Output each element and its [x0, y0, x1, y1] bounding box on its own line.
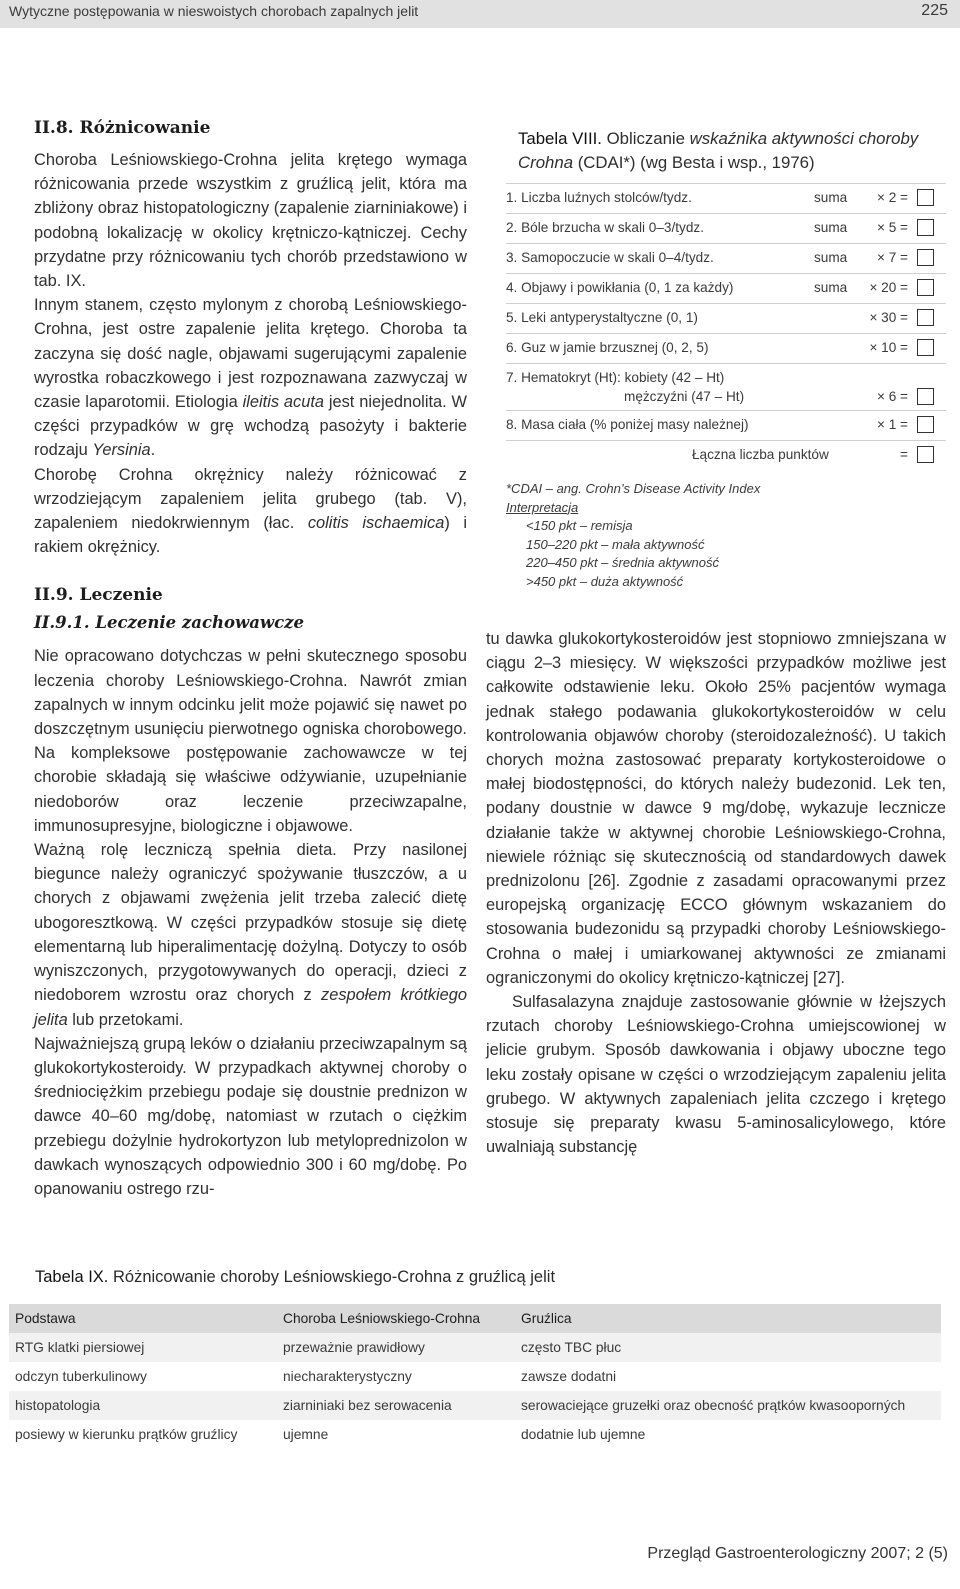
score-box[interactable]	[917, 249, 934, 266]
text-run: lub przetokami.	[67, 1010, 184, 1029]
row-multiplier: × 30 =	[869, 310, 908, 325]
table-cell: odczyn tuberkulinowy	[9, 1362, 277, 1391]
table-cell: RTG klatki piersiowej	[9, 1333, 277, 1362]
paragraph-differentiation-3	[34, 463, 467, 560]
text-run-italic: ileitis acuta	[242, 393, 324, 412]
interpretation-heading: Interpretacja	[506, 499, 579, 515]
row-multiplier: × 10 =	[869, 340, 908, 355]
table-row	[506, 183, 946, 213]
paragraph-right-1: tu dawka glukokortykosteroidów jest stopniowo zmniejszana w ciągu 2–3 miesięcy. W większości przypadków możliwe jest całkowite odstawienie leku. Około 25% pacjentów wymaga jednak stałego podawania glukokortykosteroidów w celu kontrolowania objawów choroby (steroidozależność). U takich chorych można zastosować preparaty kortykosteroidowe o małej biodostępności, do których należy budezonid. Lek ten, podany doustnie w dawce 9 mg/dobę, wykazuje lecznicze działanie także w aktywnej chorobie Leśniowskiego-Crohna, niewiele różniąc się skutecznością od standardowych dawek prednizolonu [26]. Zgodnie z zasadami opracowanymi przez europejską organizację ECCO głównym wskazaniem do stosowania budezonidu są przypadki choroby Leśniowskiego-Crohna o małej i umiarkowanej aktywności ze zmianami ograniczonymi do okolicy krętniczo-kątniczej [27].	[486, 630, 946, 987]
interpretation-item: <150 pkt – remisja	[526, 518, 633, 533]
table-row	[9, 1391, 941, 1420]
row-suma: suma	[814, 280, 848, 295]
table-cdai	[506, 127, 946, 591]
column-header: Gruźlica	[515, 1304, 941, 1333]
row-multiplier: × 6 =	[877, 389, 908, 404]
table-row	[506, 273, 946, 303]
text-run: jest niejednolita. W części przypadków w grę wchodzą pasożyty i bakterie rodzaju	[34, 393, 468, 460]
table-row	[506, 213, 946, 243]
section-heading-differentiation: II.8. Różnicowanie	[34, 118, 211, 138]
table-header-row	[9, 1304, 941, 1333]
total-equals: =	[900, 447, 908, 462]
running-header	[0, 0, 960, 28]
running-title: Wytyczne postępowania w nieswoistych chorobach zapalnych jelit	[9, 3, 419, 19]
paragraph-right-2: Sulfasalazyna znajduje zastosowanie głównie w łżejszych rzutach choroby Leśniowskiego-Crohna umiejscowionej w jelicie grubym. Sposób dawkowania i objawy uboczne tego leku zostały opisane w części o wrzodziejącym zapaleniu jelita grubego. W aktywnych zapaleniach jelita czczego i krętego stosuje się preparaty kwasu 5-aminosalicylowego, które uwalniają substancję	[486, 993, 946, 1157]
paragraph-treatment-2	[34, 838, 467, 1032]
column-header: Choroba Leśniowskiego-Crohna	[277, 1304, 515, 1333]
table-cell: często TBC płuc	[515, 1333, 941, 1362]
table-row	[506, 243, 946, 273]
score-box[interactable]	[917, 219, 934, 236]
table-cell: przeważnie prawidłowy	[277, 1333, 515, 1362]
row-item-men: mężczyźni (47 – Ht)	[624, 389, 745, 404]
text-run: Obliczanie	[601, 129, 690, 148]
paragraph-treatment-3	[34, 1032, 467, 1201]
table-row	[9, 1333, 941, 1362]
row-item: 8. Masa ciała (% poniżej masy należnej)	[506, 417, 749, 432]
row-multiplier: × 2 =	[877, 190, 908, 205]
table-cell: ujemne	[277, 1420, 515, 1449]
row-multiplier: × 20 =	[869, 280, 908, 295]
total-label: Łączna liczba punktów	[692, 447, 829, 462]
table-label: Tabela IX.	[35, 1268, 109, 1286]
row-item: 2. Bóle brzucha w skali 0–3/tydz.	[506, 220, 704, 235]
table-row	[506, 303, 946, 333]
text-run: Chorobę Crohna okrężnicy należy różnicować z wrzodziejącym zapaleniem jelita grubego (tab. V), zapaleniem niedokrwiennym (łac.	[34, 465, 467, 533]
row-item: 3. Samopoczucie w skali 0–4/tydz.	[506, 250, 714, 265]
table-row-hematocrit	[506, 363, 946, 410]
row-multiplier: × 7 =	[877, 250, 908, 265]
score-box[interactable]	[917, 279, 934, 296]
table-differentiation	[9, 1304, 941, 1449]
text-run-italic: wskaźnika aktywności choroby Crohna	[518, 129, 919, 172]
score-box[interactable]	[917, 189, 934, 206]
table-cell: posiewy w kierunku prątków gruźlicy	[9, 1420, 277, 1449]
table-row	[9, 1420, 941, 1449]
score-box[interactable]	[917, 416, 934, 433]
interpretation-item: 150–220 pkt – mała aktywność	[526, 536, 705, 552]
footnote-abbreviation: *CDAI – ang. Crohn’s Disease Activity Index	[506, 481, 761, 496]
column-header: Podstawa	[9, 1304, 277, 1333]
row-item: 6. Guz w jamie brzusznej (0, 2, 5)	[506, 340, 709, 355]
text-run-italic: Yersinia	[92, 441, 151, 460]
total-box[interactable]	[917, 446, 934, 463]
text-run: (CDAI*) (wg Besta i wsp., 1976)	[573, 153, 815, 172]
row-multiplier: × 1 =	[877, 417, 908, 432]
table-cdai-caption	[518, 127, 946, 175]
table-cell: niecharakterystyczny	[277, 1362, 515, 1391]
table-differentiation-caption	[35, 1268, 555, 1287]
text-run: Choroba Leśniowskiego-Crohna jelita krętego wymaga różnicowania przede wszystkim z gruźlicą jelit, która ma zbliżony obraz histopatologiczny (zapalenie ziarniniakowe) i podobną lokalizację w okolicy krętniczo-kątniczej. Cechy przydatne przy różnicowaniu tych chorób przedstawiono w tab. IX.	[34, 151, 467, 291]
row-suma: suma	[814, 220, 848, 235]
table-cell: zawsze dodatni	[515, 1362, 941, 1391]
table-row-total	[506, 440, 946, 470]
score-box[interactable]	[917, 339, 934, 356]
score-box[interactable]	[917, 388, 934, 405]
text-run: Najważniejszą grupą leków o działaniu przeciwzapalnym są glukokortykosteroidy. W przypadkach aktywnej choroby o średniociężkim przebiegu podaje się doustnie prednizon w dawce 40–60 mg/dobę, natomiast w rzutach o ciężkim przebiegu dożylnie hydrokortyzon lub metyloprednizolon w dawkach wynoszących odpowiednio 300 i 60 mg/dobę. Po opanowaniu ostrego rzu-	[34, 1034, 467, 1198]
table-row	[506, 410, 946, 440]
text-run-italic: zespołem krótkiego jelita	[34, 986, 467, 1029]
left-column	[34, 118, 467, 1201]
page-number: 225	[921, 2, 948, 19]
row-multiplier: × 5 =	[877, 220, 908, 235]
row-item: 1. Liczba luźnych stolców/tydz.	[506, 190, 692, 205]
subsection-heading-conservative: II.9.1. Leczenie zachowawcze	[34, 613, 305, 633]
row-item: 7. Hematokryt (Ht): kobiety (42 – Ht)	[506, 370, 725, 385]
table-cell: serowaciejące gruzełki oraz obecność prątków kwasooporných	[515, 1391, 941, 1420]
table-cell: histopatologia	[9, 1391, 277, 1420]
row-item: 4. Objawy i powikłania (0, 1 za każdy)	[506, 280, 734, 295]
table-row	[506, 333, 946, 363]
row-suma: suma	[814, 190, 848, 205]
paragraph-treatment-1	[34, 644, 467, 838]
journal-footer: Przegląd Gastroenterologiczny 2007; 2 (5)	[647, 1545, 948, 1562]
table-row	[9, 1362, 941, 1391]
table-cdai-footnote	[506, 480, 946, 591]
text-run: Różnicowanie choroby Leśniowskiego-Crohna z gruźlicą jelit	[108, 1268, 556, 1286]
row-item: 5. Leki antyperystaltyczne (0, 1)	[506, 310, 698, 325]
text-run: Ważną rolę leczniczą spełnia dieta. Przy nasilonej biegunce należy ograniczyć spożywanie tłuszczów, a u chorych z objawami zwężenia jelit trzeba zalecić dietę ubogoresztkową. W części przypadków stosuje się dietę elementarną lub hiperalimentację dożylną. Dotyczy to osób wyniszczonych, przygotowywanych do operacji, dzieci z niedoborem wzrostu oraz chorych z	[34, 841, 467, 1005]
text-run: .	[150, 441, 156, 460]
right-column	[486, 627, 946, 1159]
section-heading-treatment: II.9. Leczenie	[34, 585, 163, 606]
interpretation-item: 220–450 pkt – średnia aktywność	[526, 555, 719, 570]
table-cell: dodatnie lub ujemne	[515, 1420, 941, 1449]
paragraph-differentiation-2	[34, 293, 467, 462]
paragraph-differentiation-1	[34, 148, 467, 293]
score-box[interactable]	[917, 309, 934, 326]
text-run: Innym stanem, często mylonym z chorobą Leśniowskiego-Crohna, jest ostre zapalenie jelita krętego. Choroba ta zaczyna się dość nagle, objawami sugerującymi zapalenie wyrostka robaczkowego i jest rozpoznawana zazwyczaj w czasie laparotomii. Etiologia	[34, 296, 467, 412]
text-run: ) i rakiem okrężnicy.	[34, 514, 467, 557]
text-run: Nie opracowano dotychczas w pełni skutecznego sposobu leczenia choroby Leśniowskiego-Crohna. Nawrót zmian zapalnych w innym odcinku jelit może pojawić się nawet po doszczętnym usunięciu pierwotnego ogniska chorobowego. Na kompleksowe postępowanie zachowawcze w tej chorobie składają się właściwe odżywianie, uzupełnianie niedoborów oraz leczenie przeciwzapalne, immunosupresyjne, biologiczne i objawowe.	[34, 647, 467, 835]
interpretation-item: >450 pkt – duża aktywność	[526, 573, 684, 589]
row-suma: suma	[814, 250, 848, 265]
text-run-italic: colitis ischaemica	[307, 514, 445, 533]
table-cell: ziarniniaki bez serowacenia	[277, 1391, 515, 1420]
table-label: Tabela VIII.	[518, 129, 602, 148]
